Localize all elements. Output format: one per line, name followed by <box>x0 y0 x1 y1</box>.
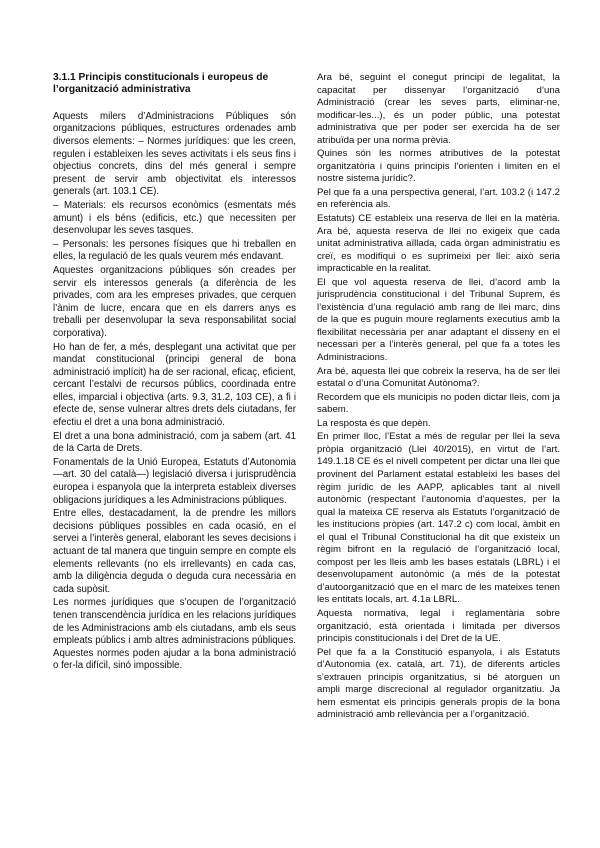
paragraph: Entre elles, destacadament, la de prendre les millors decisions públiques possibles en cada ocasió, en el servei a l’interès general, elaborant les seves decisions i actuant de tal manera que tinguin sempre en compte els elements rellevants (no els irrellevants) en cada cas, amb la diligència deguda o deguda cura necessària en cada supòsit. <box>53 508 296 595</box>
paragraph: Estatuts) CE estableix una reserva de llei en la matèria. Ara bé, aquesta reserva de llei no exigeix que cada unitat administrativa aïllada, cada òrgan administratiu es creï, es modifiqui o es suprimeixi per llei: això seria impracticable en la realitat. <box>317 213 560 275</box>
paragraph: Quines són les normes atributives de la potestat organitzatòria i quins principis l’orienten i limiten en el nostre sistema jurídic?. <box>317 148 560 185</box>
paragraph: Les normes jurídiques que s’ocupen de l’organització tenen transcendència jurídica en les relacions jurídiques de les Administracions amb els ciutadans, amb els seus empleats públics i amb altres administracions públiques. Aquestes normes poden ajudar a la bona administració o fer-la difícil, sinó impossible. <box>53 597 296 672</box>
paragraph: – Materials: els recursos econòmics (esmentats més amunt) i els béns (edificis, etc.) que necessiten per desenvolupar les seves tasques. <box>53 199 296 237</box>
paragraph: El que vol aquesta reserva de llei, d’acord amb la jurisprudència constitucional i del Tribunal Suprem, és l’existència d’una regulació amb rang de llei marc, dins de la que es puguin moure reglaments executius amb la flexibilitat necessària per anar adaptant el disseny en el necessari per a l’interès general, pel que fa a totes les Administracions. <box>317 276 560 364</box>
left-column <box>53 72 296 674</box>
paragraph: Pel que fa a una perspectiva general, l’art. 103.2 (i 147.2 en referència als. <box>317 186 560 211</box>
paragraph: Recordem que els municipis no poden dictar lleis, com ja sabem. <box>317 391 560 416</box>
paragraph: Aquesta normativa, legal i reglamentària sobre organització, està orientada i limitada per diversos principis constitucionals i del Dret de la UE. <box>317 607 560 645</box>
paragraph: La resposta és que depèn. <box>317 417 431 429</box>
paragraph: Fonamentals de la Unió Europea, Estatuts d’Autonomia —art. 30 del català—) legislació diversa i jurisprudència europea i espanyola que la interpreta estableix diverses obligacions jurídiques a les Administracions públiques. <box>53 456 296 506</box>
paragraph: Pel que fa a la Constitució espanyola, i als Estatuts d’Autonomia (ex. català, art. 71), de diferents articles s’extrauen principis organitzatius, si bé atorguen un ampli marge discrecional al regulador organitzatiu. Ja hem esmentat els principis generals propis de la bona administració amb rellevància per a l’organització. <box>317 646 560 721</box>
paragraph: – Personals: les persones físiques que hi treballen en elles, la regulació de les quals veurem més endavant. <box>53 238 296 263</box>
right-column <box>317 72 560 723</box>
paragraph: Ho han de fer, a més, desplegant una activitat que per mandat constitucional (principi general de bona administració implícit) ha de ser racional, eficaç, eficient, cercant l’estalvi de recursos públics, coordinada entre elles, imparcial i objectiva (arts. 9.3, 31.2, 103 CE), a fi i efecte de, sense vulnerar altres drets dels ciutadans, fer efectiu el dret a una bona administració. <box>53 341 296 429</box>
paragraph: El dret a una bona administració, com ja sabem (art. 41 de la Carta de Drets. <box>53 430 296 455</box>
section-heading: 3.1.1 Principis constitucionals i europeus de l’organització administrativa <box>53 72 269 96</box>
paragraph: Aquestes organitzacions públiques són creades per servir els interessos generals (a diferència de les privades, com ara les empreses privades, que cerquen l’ànim de lucre, encara que en els darrers anys es treballi per desenvolupar la seva responsabilitat social corporativa). <box>53 264 296 339</box>
paragraph: Ara bé, aquesta llei que cobreix la reserva, ha de ser llei estatal o d’una Comunitat Autònoma?. <box>317 365 560 390</box>
paragraph: Ara bé, seguint el conegut principi de legalitat, la capacitat per dissenyar l’organització d’una Administració (crear les seves parts, eliminar-ne, modificar-les...), és un poder públic, una potestat administrativa que per poder ser exercida ha de ser atribuïda per una norma prèvia. <box>317 72 560 146</box>
paragraph: En primer lloc, l’Estat a més de regular per llei la seva pròpia organització (Llei 40/2015), en virtut de l’art. 149.1.18 CE és el nivell competent per dictar una llei que provinent del Parlament estatal estableixi les bases del règim jurídic de les AAPP, aplicables tant al nivell autonòmic (respectant l’autonomia d’aquestes, per la qual la mateixa CE reserva als Estatuts l’organització de les institucions pròpies (art. 147.2 c) com local, àmbit en el qual el Tribunal Constitucional ha dit que existeix un règim bifront en la regulació de l’organització local, compost per les lleis amb les bases estatals (LBRL) i el desenvolupament autonòmic (a més de la potestat d’autoorganització que en el marc de les mateixes tenen les entitats locals, art. 4.1a LBRL. <box>317 431 560 606</box>
paragraph: Aquests milers d’Administracions Públiques són organitzacions públiques, estructures ordenades amb diversos elements: – Normes jurídiques: que les creen, regulen i estableixen les seves activitats i els seus fins i objectius concrets, dins del més general i sempre present de servir amb objectivitat els interessos generals (art. 103.1 CE). <box>53 110 296 198</box>
